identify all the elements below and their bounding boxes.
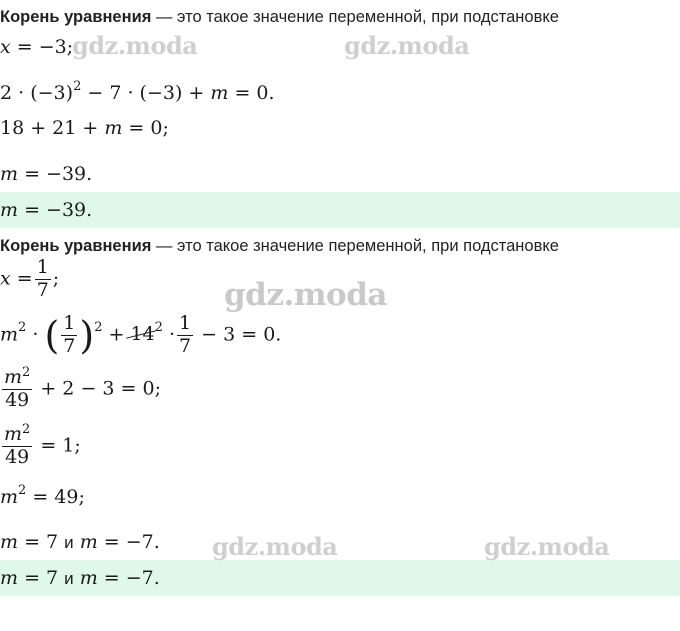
- equation-fraction-2: $\frac{m^2}{49}$ = 1;: [4, 422, 81, 468]
- equation-roots: m = 7 и m = −7.: [0, 531, 160, 553]
- equation-simplified: 18 + 21 + m = 0;: [0, 117, 169, 139]
- watermark: gdz.moda: [72, 31, 198, 60]
- x-value-line: x = −3;: [0, 36, 74, 58]
- answer-band-1: [0, 192, 680, 228]
- equation-squared: $m^2 = 49$;: [0, 483, 85, 508]
- watermark: gdz.moda: [212, 532, 338, 561]
- watermark: gdz.moda: [484, 532, 610, 561]
- equation-substitution: $2 \cdot (-3)^2 - 7 \cdot (-3) + m = 0$.: [0, 79, 275, 104]
- answer-2: m = 7 и m = −7.: [0, 567, 160, 589]
- answer-1: m = −39.: [0, 199, 93, 221]
- equation-substitution-2: $m^2$ · ( $\frac{1}{7}$ )$^2 + 14^2$ · $\frac{1}{7}$ − 3 = 0.: [0, 312, 282, 358]
- x-value-line-2: x = $\frac{1}{7}$ ;: [0, 256, 60, 301]
- definition-intro: Корень уравнения — это такое значение переменной, при подстановке: [0, 237, 559, 255]
- equation-fraction-1: $\frac{m^2}{49}$ + 2 − 3 = 0;: [4, 365, 161, 411]
- equation-result: m = −39.: [0, 163, 93, 185]
- watermark: gdz.moda: [344, 31, 470, 60]
- watermark: gdz.moda: [224, 277, 387, 313]
- definition-intro: Корень уравнения — это такое значение переменной, при подстановке: [0, 8, 559, 26]
